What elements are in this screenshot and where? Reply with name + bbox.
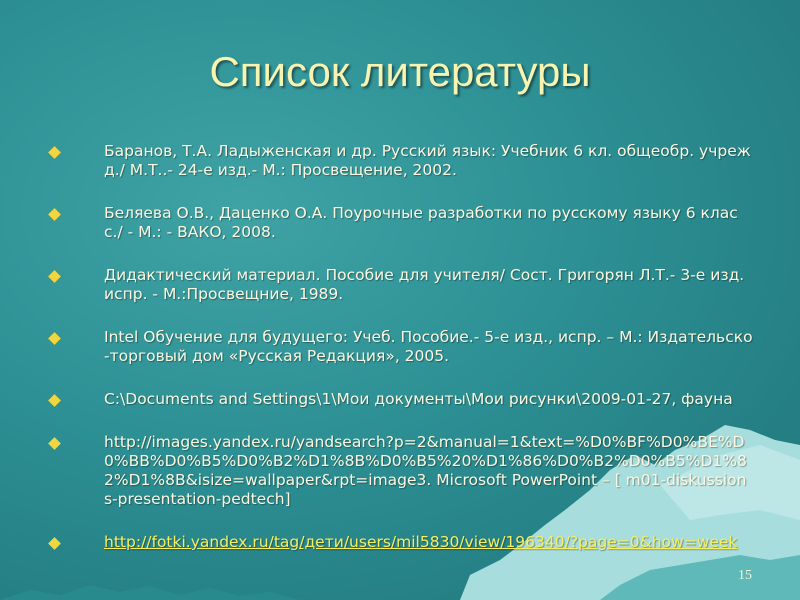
diamond-bullet-icon (48, 537, 61, 550)
list-item-text (104, 533, 754, 552)
list-item-text: C:\Documents and Settings\1\Мои документы\Мои рисунки\2009-01-27, фауна (104, 390, 733, 408)
page-number: 15 (738, 568, 752, 583)
diamond-bullet-icon (48, 208, 61, 221)
diamond-bullet-icon (48, 332, 61, 345)
bibliography-list (44, 142, 754, 576)
fotki-yandex-link[interactable]: http://fotki.yandex.ru/tag/дети/users/mil5830/view/196340/?page=0&how=week (104, 533, 738, 551)
list-item (44, 204, 754, 242)
list-item (44, 390, 754, 409)
diamond-bullet-icon (48, 394, 61, 407)
list-item-text: Intel Обучение для будущего: Учеб. Пособие.- 5-е изд., испр. – М.: Издательско-торговый дом «Русская Редакция», 2005. (104, 328, 753, 365)
list-item (44, 433, 754, 509)
list-item-text: Дидактический материал. Пособие для учителя/ Сост. Григорян Л.Т.- 3-е изд.испр. - М.:Просвещние, 1989. (104, 266, 745, 303)
list-item (44, 533, 754, 552)
list-item-text: Беляева О.В., Даценко О.А. Поурочные разработки по русскому языку 6 класс./ - М.: - ВАКО, 2008. (104, 204, 738, 241)
list-item (44, 266, 754, 304)
diamond-bullet-icon (48, 146, 61, 159)
diamond-bullet-icon (48, 437, 61, 450)
list-item (44, 142, 754, 180)
diamond-bullet-icon (48, 270, 61, 283)
slide-title: Список литературы (209, 48, 591, 95)
list-item (44, 328, 754, 366)
list-item-text: http://images.yandex.ru/yandsearch?p=2&manual=1&text=%D0%BF%D0%BE%D0%BB%D0%B5%D0%B2%D1%8B%D0%B5%20%D1%86%D0%B2%D0%B5%D1%82%D1%8B&isize=wallpaper&rpt=image3. Microsoft PowerPoint – [ m01-diskussions-presentation-pedtech] (104, 433, 747, 508)
list-item-text: Баранов, Т.А. Ладыженская и др. Русский язык: Учебник 6 кл. общеобр. учрежд./ М.Т..- 24-е изд.- М.: Просвещение, 2002. (104, 142, 751, 179)
